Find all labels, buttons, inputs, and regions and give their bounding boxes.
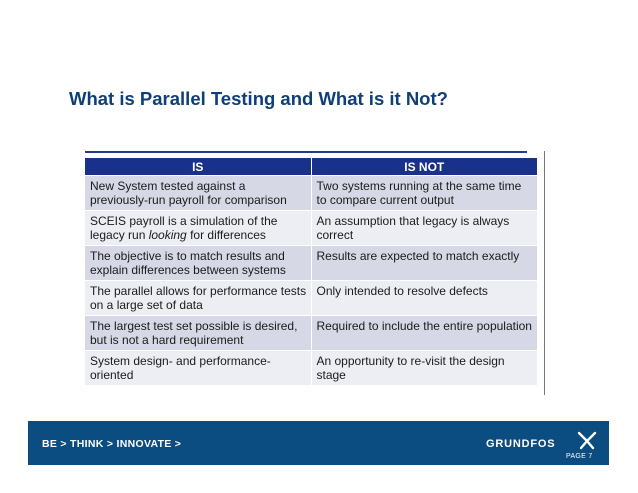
cell-is: New System tested against a previously-run payroll for comparison <box>85 176 311 211</box>
cell-is-not: Required to include the entire population <box>311 316 537 351</box>
slide-title: What is Parallel Testing and What is it Not? <box>69 88 448 109</box>
table-row <box>85 316 537 351</box>
cell-is-not: Two systems running at the same time to compare current output <box>311 176 537 211</box>
cell-is-not: Only intended to resolve defects <box>311 281 537 316</box>
tagline: BE > THINK > INNOVATE > <box>42 438 182 450</box>
grundfos-logo-icon <box>576 430 598 450</box>
page-number: PAGE 7 <box>566 453 593 460</box>
cell-italic-text: looking <box>148 228 187 242</box>
footer-bar <box>28 421 609 465</box>
table-header-row <box>85 158 537 176</box>
table-row <box>85 246 537 281</box>
table-row <box>85 351 537 386</box>
table-row <box>85 281 537 316</box>
table-row <box>85 176 537 211</box>
cell-text: for differences <box>186 228 266 242</box>
table-row <box>85 211 537 246</box>
right-rule <box>544 151 545 395</box>
cell-is: The largest test set possible is desired, but is not a hard requirement <box>85 316 311 351</box>
grundfos-logo-text: GRUNDFOS <box>486 438 556 450</box>
header-is: IS <box>85 158 311 176</box>
cell-text: SCEIS payroll is a simulation of the legacy run <box>90 214 278 242</box>
comparison-table <box>85 158 537 385</box>
cell-is <box>85 211 311 246</box>
cell-is: The parallel allows for performance tests on a large set of data <box>85 281 311 316</box>
header-is-not: IS NOT <box>311 158 537 176</box>
top-rule <box>85 151 527 153</box>
cell-is: System design- and performance-oriented <box>85 351 311 386</box>
cell-is-not: An assumption that legacy is always correct <box>311 211 537 246</box>
cell-is-not: Results are expected to match exactly <box>311 246 537 281</box>
cell-is-not: An opportunity to re-visit the design stage <box>311 351 537 386</box>
cell-is: The objective is to match results and explain differences between systems <box>85 246 311 281</box>
